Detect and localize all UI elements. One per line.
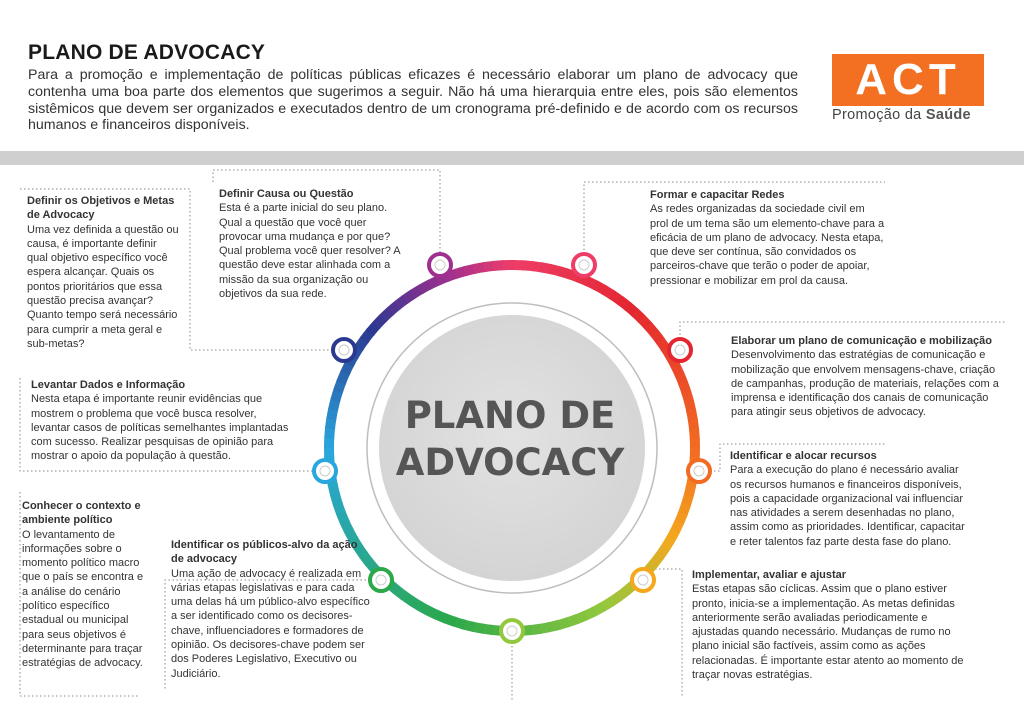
element-title: Conhecer o contexto e ambiente político <box>22 500 141 527</box>
element-text: Uma ação de advocacy é realizada em várias etapas legislativas e para cada uma delas há um público-alvo específico a ser identificado como os decisores-chave, influenciadores e formadores de opinião. Os decisores-chave podem ser dos Poderes Legislativo, Executivo ou Judiciário. <box>171 567 370 680</box>
center-title-line1: PLANO DE <box>404 394 616 437</box>
element-publicos-alvo <box>171 538 371 681</box>
element-text: O levantamento de informações sobre o momento político macro que o país se encontra e a análise do cenário político específico estadual ou municipal para seus objetivos é determinante para traçar estratégias de advocacy. <box>22 528 144 670</box>
element-text: Estas etapas são cíclicas. Assim que o plano estiver pronto, inicia-se a implementação. As metas definidas anteriormente serão avaliadas periodicamente e ajustadas quando necessário. Mudanças de rumo no plano inicial são factíveis, assim como as ações relacionadas. É importante estar atento ao momento de traçar novas estratégias. <box>692 583 964 682</box>
element-title: Identificar os públicos-alvo da ação de advocacy <box>171 539 358 566</box>
element-title: Levantar Dados e Informação <box>31 379 186 391</box>
center-title-line2: ADVOCACY <box>395 441 625 484</box>
element-text: Uma vez definida a questão ou causa, é importante definir qual objetivo específico você espera alcançar. Quais os pontos prioritários que essa questão precisa avançar? Quanto tempo será necessário para cumprir a meta geral e sub-metas? <box>27 223 179 350</box>
node-comunicacao-center <box>675 345 685 355</box>
logo-brand: ACT <box>855 55 961 104</box>
node-top-center <box>507 626 517 636</box>
element-redes <box>650 188 885 288</box>
logo-tagline-bold: Saúde <box>925 107 971 123</box>
element-comunicacao <box>731 334 1003 420</box>
element-contexto <box>22 499 150 671</box>
node-recursos-center <box>694 466 704 476</box>
element-title: Implementar, avaliar e ajustar <box>692 569 847 581</box>
center-title <box>380 392 640 486</box>
element-objetivos-metas <box>27 194 180 351</box>
node-contexto-center <box>320 466 330 476</box>
element-title: Formar e capacitar Redes <box>650 189 785 201</box>
element-text: Nesta etapa é importante reunir evidências que mostrem o problema que você busca resolver, levantar casos de políticas semelhantes implantadas com sucesso. Realizar pesquisas de opinião para mostrar o apoio da população à questão. <box>31 393 289 463</box>
element-recursos <box>730 449 972 549</box>
node-objetivos-center <box>339 345 349 355</box>
node-publicos-center <box>376 575 386 585</box>
intro-paragraph: Para a promoção e implementação de políticas públicas eficazes é necessário elaborar um plano de advocacy que contenha uma boa parte dos elementos que sugerimos a seguir. Não há uma hierarquia entre eles, pois são elementos sistêmicos que devem ser organizados e executados dentro de um cronograma pré-definido e de acordo com os recursos humanos e financeiros disponíveis. <box>28 67 798 134</box>
node-redes-center <box>579 260 589 270</box>
element-title: Definir Causa ou Questão <box>219 188 354 200</box>
element-dados <box>31 378 291 464</box>
element-text: Para a execução do plano é necessário avaliar os recursos humanos e financeiros disponíveis, pois a capacidade organizacional vai influenciar nas atividades a serem desenhadas no plano, assim como as prioridades. Identificar, capacitar e reter talentos faz parte desta fase do plano. <box>730 464 965 548</box>
element-text: Desenvolvimento das estratégias de comunicação e mobilização que envolvem mensagens-chave, criação de campanhas, produção de materiais, relações com a imprensa e identificação dos canais de comunicação para atingir seus objetivos de advocacy. <box>731 349 999 419</box>
logo-tagline-regular: Promoção da <box>832 107 926 123</box>
element-implementar <box>692 568 964 682</box>
element-title: Elaborar um plano de comunicação e mobilização <box>731 335 993 347</box>
element-text: Esta é a parte inicial do seu plano. Qual a questão que você quer provocar uma mudança e por que? Qual problema você quer resolver? A questão deve estar alinhada com a missão da sua organização ou objetivos da sua rede. <box>219 202 400 301</box>
element-causa-questao <box>219 187 407 301</box>
element-text: As redes organizadas da sociedade civil em prol de um tema são um elemento-chave para a eficácia de um plano de advocacy. Nesta etapa, que deve ser contínua, são convidados os parceiros-chave que terão o poder de apoiar, pressionar e mobilizar em prol da causa. <box>650 203 885 287</box>
node-implementar-center <box>638 575 648 585</box>
node-causa-center <box>435 260 445 270</box>
element-title: Identificar e alocar recursos <box>730 450 877 462</box>
element-title: Definir os Objetivos e Metas de Advocacy <box>27 195 175 222</box>
page-title: PLANO DE ADVOCACY <box>28 41 266 64</box>
